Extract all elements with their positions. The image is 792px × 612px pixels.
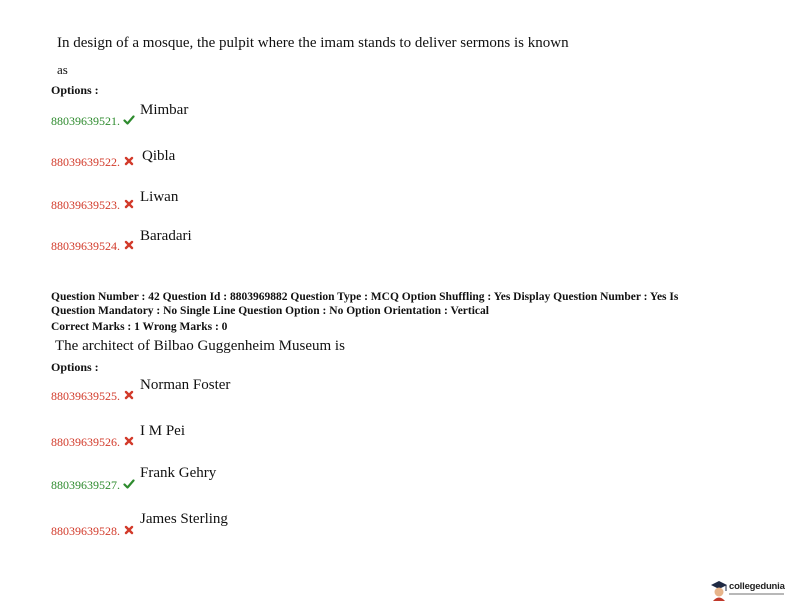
option-id: 88039639528. [51,524,120,538]
option-id: 88039639521. [51,114,120,128]
options-label: Options : [51,83,99,97]
option-row [51,237,135,255]
option-text: I M Pei [140,423,185,439]
watermark-logo [710,578,786,604]
option-text: Baradari [140,228,192,244]
option-id: 88039639525. [51,389,120,403]
option-text: Liwan [140,189,179,205]
cross-icon [123,239,135,251]
graduate-icon [710,580,728,602]
cross-icon [123,524,135,536]
option-row [51,153,135,171]
watermark-brand: collegedunia [729,581,785,592]
option-text: Frank Gehry [140,465,217,481]
option-text: Qibla [142,148,176,164]
option-row [51,522,135,540]
check-icon [123,114,135,126]
question-text-continued: as [57,62,68,77]
options-label: Options : [51,360,99,374]
question-text: In design of a mosque, the pulpit where the imam stands to deliver sermons is known [57,35,569,51]
option-text: Mimbar [140,102,189,118]
option-row [51,387,135,405]
option-id: 88039639527. [51,478,120,492]
check-icon [123,478,135,490]
option-row [51,433,135,451]
cross-icon [123,389,135,401]
option-id: 88039639522. [51,155,120,169]
question-text: The architect of Bilbao Guggenheim Museum is [55,338,345,354]
option-id: 88039639523. [51,198,120,212]
cross-icon [123,155,135,167]
option-row [51,476,135,494]
question-meta: Question Number : 42 Question Id : 8803969882 Question Type : MCQ Option Shuffling : Yes Display Question Number : Yes Is [51,291,679,303]
option-row [51,196,135,214]
cross-icon [123,198,135,210]
question-meta-continued: Question Mandatory : No Single Line Question Option : No Option Orientation : Vertical [51,305,489,317]
question-marks: Correct Marks : 1 Wrong Marks : 0 [51,321,228,333]
option-id: 88039639524. [51,239,120,253]
option-id: 88039639526. [51,435,120,449]
option-row [51,112,135,130]
option-text: Norman Foster [140,377,231,393]
option-text: James Sterling [140,511,228,527]
cross-icon [123,435,135,447]
watermark-tagline-bar [729,593,784,595]
